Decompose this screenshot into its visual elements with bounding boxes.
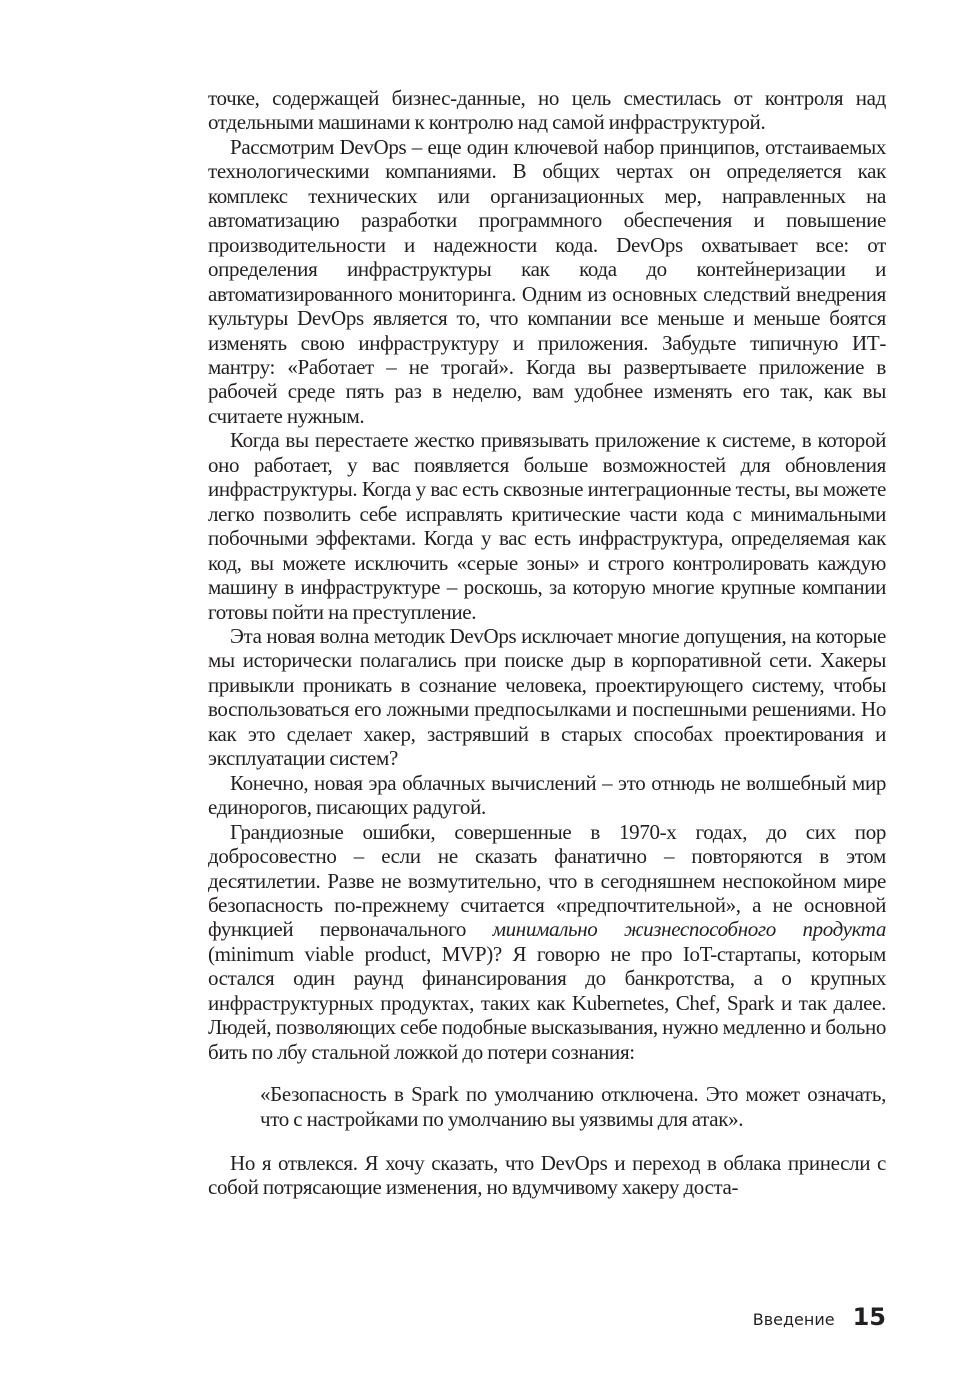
paragraph-cloud-era: Конечно, новая эра облачных вычислений – это отнюдь не волшебный мир единорогов, писающих радугой. (208, 770, 886, 820)
paragraph-continued: точке, содержащей бизнес-данные, но цель сместилась от контроля над отдельными машинами к контролю над самой инфраструктурой. (208, 86, 886, 135)
running-footer-section: Введение (752, 1310, 835, 1329)
page-body (208, 86, 886, 1200)
page-number: 15 (852, 1303, 886, 1331)
page-footer (753, 1303, 886, 1331)
paragraph-grand-mistakes (208, 820, 886, 1065)
paragraph-infrastructure-as-code: Когда вы перестаете жестко привязывать приложение к системе, в которой оно работает, у вас появляется больше возможностей для обновления инфраструктуры. Когда у вас есть сквозные интеграционные тесты, вы можете легко позволить себе исправлять критические части кода с минимальными побочными эффектами. Когда у вас есть инфраструктура, определяемая как код, вы можете исключить «серые зоны» и строго контролировать каждую машину в инфраструктуре – роскошь, за которую многие крупные компании готовы пойти на преступление. (208, 428, 886, 624)
italic-term-mvp: минимально жизнеспособного продукта (492, 917, 887, 942)
paragraph-new-wave: Эта новая волна методик DevOps исключает многие допущения, на которые мы исторически полагались при поиске дыр в корпоративной сети. Хакеры привыкли проникать в сознание человека, проектирующего систему, чтобы воспользоваться его ложными предпосылками и поспешными решениями. Но как это сделает хакер, застрявший в старых способах проектирования и эксплуатации систем? (208, 623, 886, 771)
paragraph-text-before: Грандиозные ошибки, совершенные в 1970-х годах, до сих пор добросовестно – если не сказать фанатично – повторяются в этом десятилетии. Разве не возмутительно, что в сегодняшнем неспокойном мире безопасность по-прежнему считается «предпочтительной», а не основной функцией первоначального (208, 819, 886, 942)
paragraph-devops-intro: Рассмотрим DevOps – еще один ключевой набор принципов, отстаиваемых технологическими компаниями. В общих чертах он определяется как комплекс технических или организационных мер, направленных на автоматизацию разработки программного обеспечения и повышение производительности и надежности кода. DevOps охватывает все: от определения инфраструктуры как кода до контейнеризации и автоматизированного мониторинга. Одним из основных следствий внедрения культуры DevOps является то, что компании все меньше и меньше боятся изменять свою инфраструктуру и приложения. Забудьте типичную ИТ-мантру: «Работает – не трогай». Когда вы развертываете приложение в рабочей среде пять раз в неделю, вам удобнее изменять его так, как вы считаете нужным. (208, 134, 886, 428)
paragraph-text-after: (minimum viable product, MVP)? Я говорю не про IoT-стартапы, которым остался один раунд финансирования до банкротства, а о крупных инфраструктурных продуктах, таких как Kubernetes, Chef, Spark и так далее. Людей, позволяющих себе подобные высказывания, нужно медленно и больно бить по лбу стальной ложкой до потери сознания: (208, 941, 886, 1064)
paragraph-digression: Но я отвлекся. Я хочу сказать, что DevOps и переход в облака принесли с собой потрясающие изменения, но вдумчивому хакеру доста- (208, 1151, 886, 1200)
block-quote-spark: «Безопасность в Spark по умолчанию отключена. Это может означать, что с настройками по умолчанию вы уязвимы для атак». (260, 1082, 886, 1131)
